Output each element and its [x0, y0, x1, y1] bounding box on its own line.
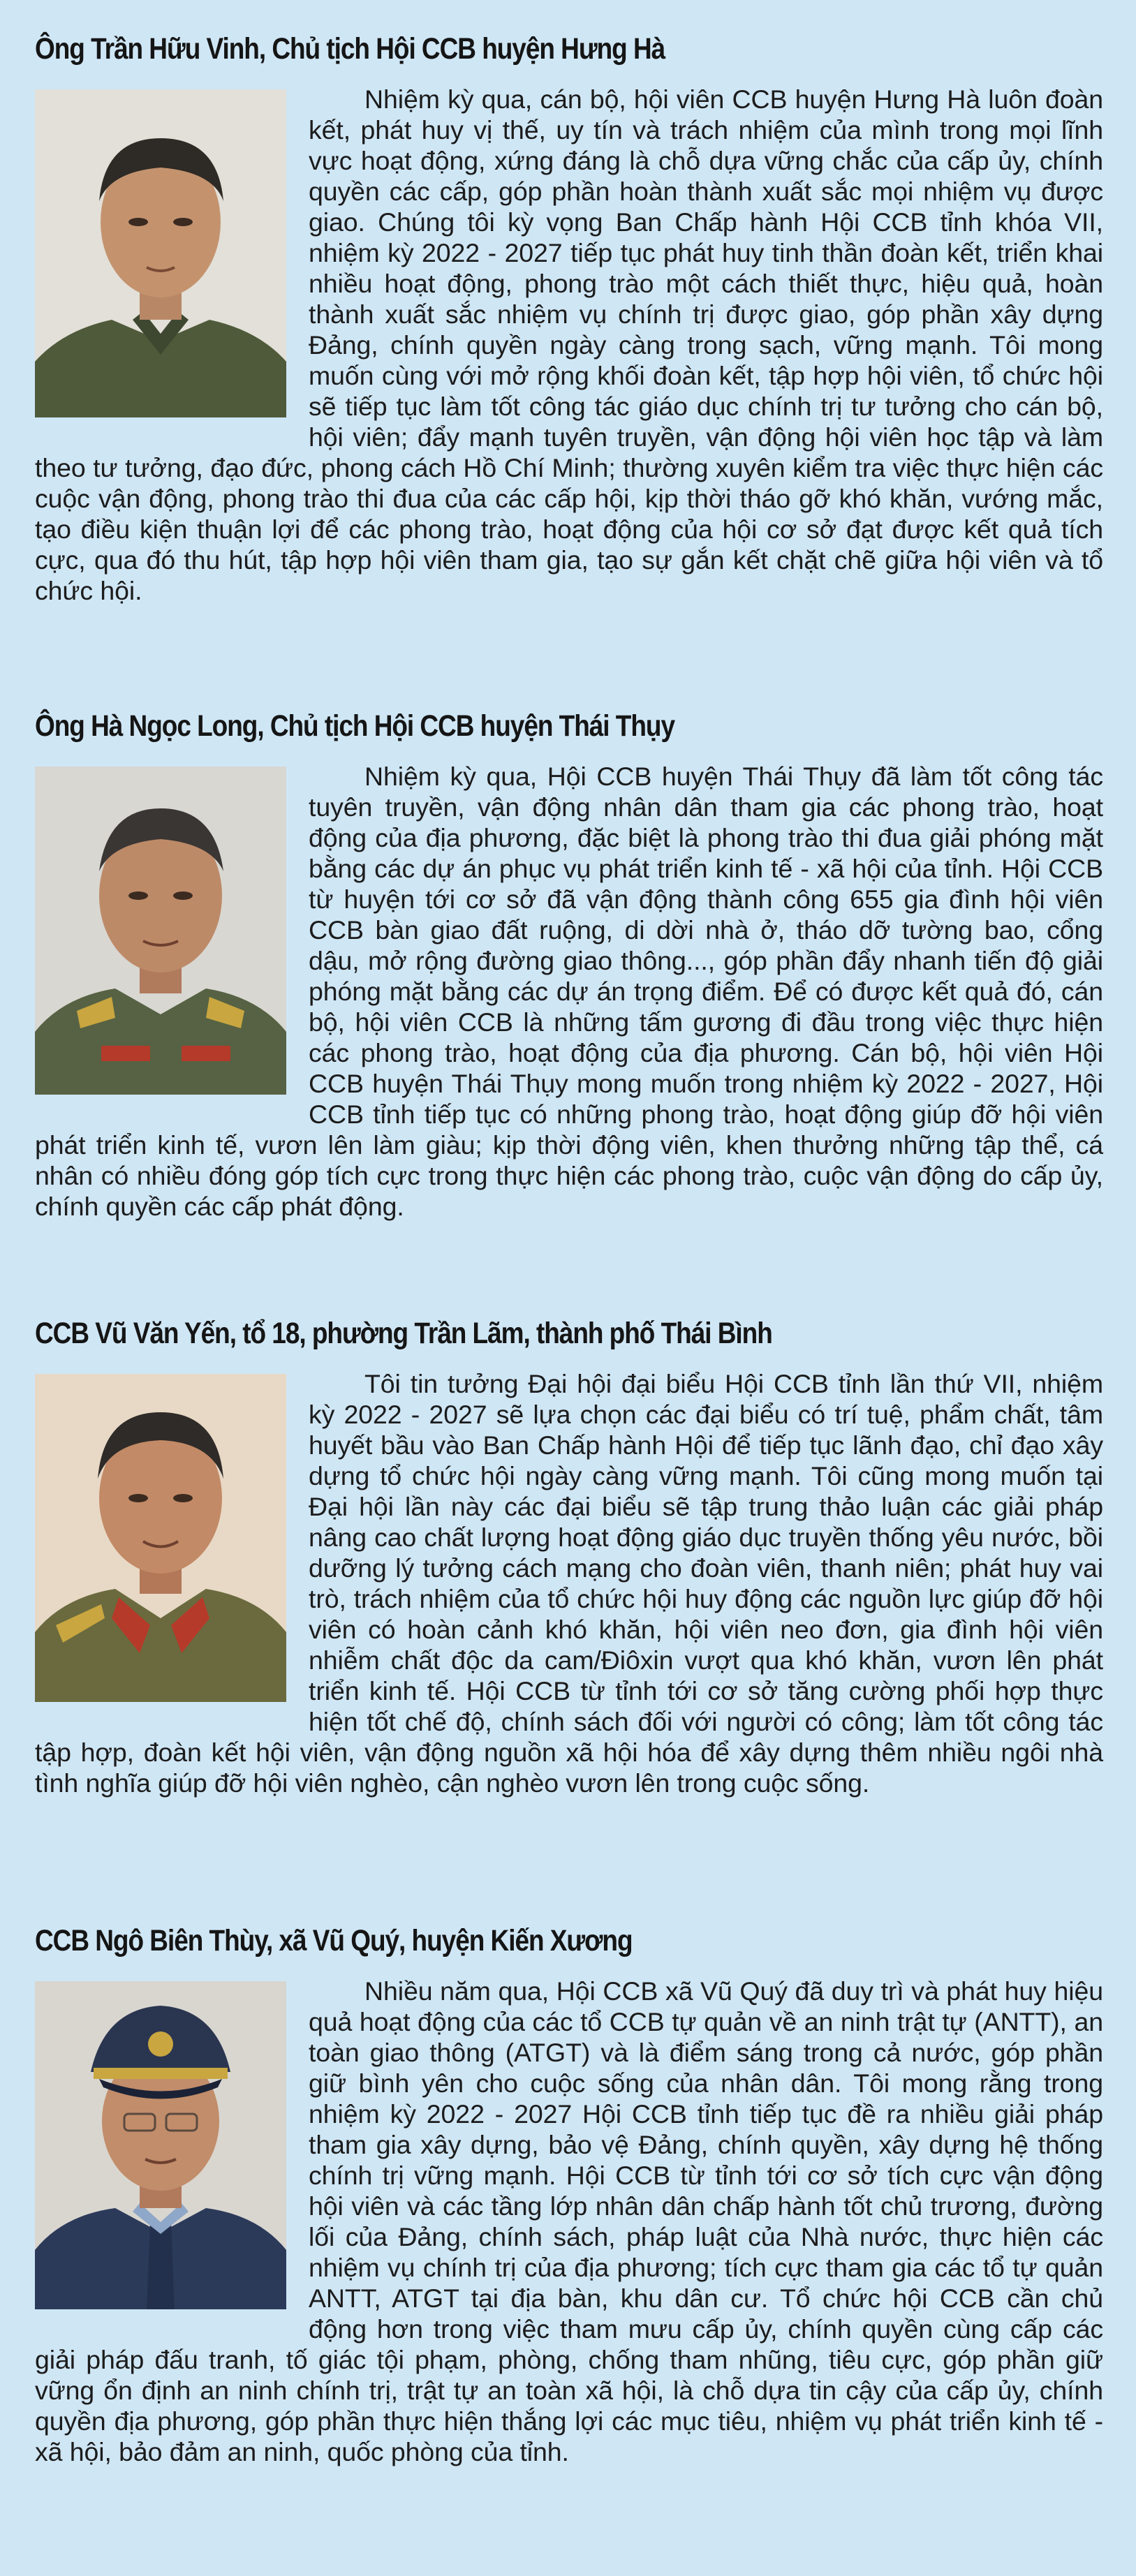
section-heading: CCB Ngô Biên Thùy, xã Vũ Quý, huyện Kiến Xương: [35, 1924, 633, 1957]
interview-section-4: [35, 1913, 1103, 2467]
section-heading: Ông Trần Hữu Vinh, Chủ tịch Hội CCB huyện Hưng Hà: [35, 32, 665, 66]
portrait-photo: [35, 1981, 286, 2309]
section-body-text: Tôi tin tưởng Đại hội đại biểu Hội CCB tỉnh lần thứ VII, nhiệm kỳ 2022 - 2027 sẽ lựa chọn các đại biểu có trí tuệ, phẩm chất, tâm huyết bầu vào Ban Chấp hành Hội để tiếp tục lãnh đạo, chỉ đạo xây dựng tổ chức hội ngày càng vững mạnh. Tôi cũng mong muốn tại Đại hội lần này các đại biểu sẽ tập trung thảo luận các giải pháp nâng cao chất lượng hoạt động giáo dục truyền thống yêu nước, bồi dưỡng lý tưởng cách mạng cho đoàn viên, thanh niên; phát huy vai trò, trách nhiệm của tổ chức hội huy động các nguồn lực giúp đỡ hội viên có hoàn cảnh khó khăn, hội viên neo đơn, gia đình hội viên nhiễm chất độc da cam/Điôxin vượt qua khó khăn, vươn lên phát triển kinh tế. Hội CCB từ tỉnh tới cơ sở tăng cường phối hợp thực hiện tốt chế độ, chính sách đối với người có công; làm tốt công tác tập hợp, đoàn kết hội viên, vận động nguồn xã hội hóa để xây dựng thêm nhiều ngôi nhà tình nghĩa giúp đỡ hội viên nghèo, cận nghèo vươn lên trong cuộc sống.: [35, 1369, 1103, 1798]
interview-section-2: [35, 698, 1103, 1222]
interview-section-3: [35, 1305, 1103, 1798]
section-heading: CCB Vũ Văn Yến, tổ 18, phường Trần Lãm, thành phố Thái Bình: [35, 1317, 772, 1350]
section-heading: Ông Hà Ngọc Long, Chủ tịch Hội CCB huyện Thái Thụy: [35, 709, 675, 743]
section-body-text: Nhiệm kỳ qua, Hội CCB huyện Thái Thụy đã làm tốt công tác tuyên truyền, vận động nhân dân tham gia các phong trào, hoạt động của địa phương, đặc biệt là phong trào thi đua giải phóng mặt bằng các dự án phục vụ phát triển kinh tế - xã hội của tỉnh. Hội CCB từ huyện tới cơ sở đã vận động thành công 655 gia đình hội viên CCB bàn giao đất ruộng, di dời nhà ở, tháo dỡ tường bao, cổng dậu, mở rộng đường giao thông..., góp phần đẩy nhanh tiến độ giải phóng mặt bằng các dự án trọng điểm. Để có được kết quả đó, cán bộ, hội viên CCB là những tấm gương đi đầu trong việc thực hiện các phong trào, hoạt động của địa phương. Cán bộ, hội viên Hội CCB huyện Thái Thụy mong muốn trong nhiệm kỳ 2022 - 2027, Hội CCB tỉnh tiếp tục có những phong trào, hoạt động giúp đỡ hội viên phát triển kinh tế, vươn lên làm giàu; kịp thời động viên, khen thưởng những tập thể, cá nhân có nhiều đóng góp tích cực trong thực hiện các phong trào, cuộc vận động do cấp ủy, chính quyền các cấp phát động.: [35, 762, 1103, 1221]
section-body-text: Nhiệm kỳ qua, cán bộ, hội viên CCB huyện Hưng Hà luôn đoàn kết, phát huy vị thế, uy tín và trách nhiệm của mình trong mọi lĩnh vực hoạt động, xứng đáng là chỗ dựa vững chắc của cấp ủy, chính quyền các cấp, góp phần hoàn thành xuất sắc mọi nhiệm vụ được giao. Chúng tôi kỳ vọng Ban Chấp hành Hội CCB tỉnh khóa VII, nhiệm kỳ 2022 - 2027 tiếp tục phát huy tinh thần đoàn kết, triển khai nhiều hoạt động, phong trào một cách thiết thực, hiệu quả, hoàn thành xuất sắc nhiệm vụ chính trị được giao, góp phần xây dựng Đảng, chính quyền ngày càng trong sạch, vững mạnh. Tôi mong muốn cùng với mở rộng khối đoàn kết, tập hợp hội viên, tổ chức hội sẽ tiếp tục làm tốt công tác giáo dục chính trị tư tưởng cho cán bộ, hội viên; đẩy mạnh tuyên truyền, vận động hội viên học tập và làm theo tư tưởng, đạo đức, phong cách Hồ Chí Minh; thường xuyên kiểm tra việc thực hiện các cuộc vận động, phong trào thi đua của các cấp hội, kịp thời tháo gỡ khó khăn, vướng mắc, tạo điều kiện thuận lợi để các phong trào, hoạt động của hội cơ sở đạt được kết quả tích cực, qua đó thu hút, tập hợp hội viên tham gia, tạo sự gắn kết chặt chẽ giữa hội viên và tổ chức hội.: [35, 84, 1103, 605]
portrait-photo: [35, 89, 286, 417]
portrait-photo: [35, 1374, 286, 1702]
interview-section-1: [35, 21, 1103, 606]
section-body-text: Nhiều năm qua, Hội CCB xã Vũ Quý đã duy trì và phát huy hiệu quả hoạt động của các tổ CCB tự quản về an ninh trật tự (ANTT), an toàn giao thông (ATGT) và là điểm sáng trong cả nước, góp phần giữ bình yên cho cuộc sống của nhân dân. Tôi mong rằng trong nhiệm kỳ 2022 - 2027 Hội CCB tỉnh tiếp tục đề ra nhiều giải pháp tham gia xây dựng, bảo vệ Đảng, chính quyền, xây dựng hệ thống chính trị vững mạnh. Hội CCB từ tỉnh tới cơ sở tích cực vận động hội viên và các tầng lớp nhân dân chấp hành tốt chủ trương, đường lối của Đảng, chính sách, pháp luật của Nhà nước, thực hiện các nhiệm vụ chính trị của địa phương; tích cực tham gia các tổ tự quản ANTT, ATGT tại địa bàn, khu dân cư. Tổ chức hội CCB cần chủ động hơn trong việc tham mưu cấp ủy, chính quyền cùng cấp các giải pháp đấu tranh, tố giác tội phạm, phòng, chống tham nhũng, tiêu cực, góp phần giữ vững ổn định an ninh chính trị, trật tự an toàn xã hội, là chỗ dựa tin cậy của cấp ủy, chính quyền địa phương, góp phần thực hiện thắng lợi các mục tiêu, nhiệm vụ phát triển kinh tế - xã hội, bảo đảm an ninh, quốc phòng của tỉnh.: [35, 1976, 1103, 2466]
portrait-photo: [35, 767, 286, 1095]
